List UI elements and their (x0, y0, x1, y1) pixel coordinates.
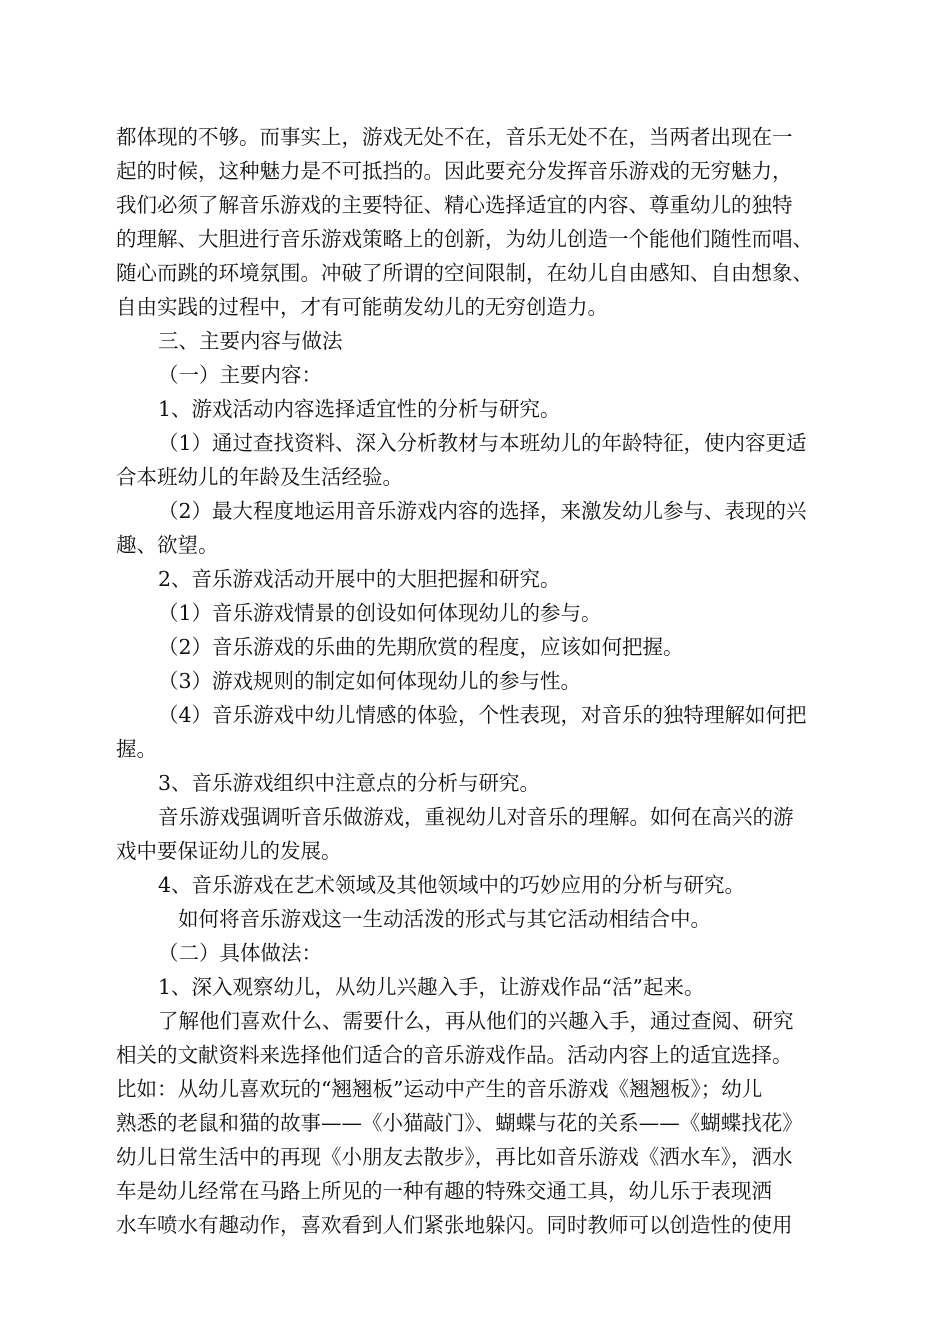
text-line: 2、音乐游戏活动开展中的大胆把握和研究。 (158, 567, 561, 591)
text-line: 趣、欲望。 (116, 533, 219, 557)
text-line: 相关的文献资料来选择他们适合的音乐游戏作品。活动内容上的适宜选择。 (116, 1043, 793, 1067)
text-line: 音乐游戏强调听音乐做游戏，重视幼儿对音乐的理解。如何在高兴的游 (158, 805, 794, 829)
text-line: 水车喷水有趣动作，喜欢看到人们紧张地躲闪。同时教师可以创造性的使用 (116, 1213, 793, 1237)
text-line: （1）通过查找资料、深入分析教材与本班幼儿的年龄特征，使内容更适 (158, 431, 807, 455)
text-line: 车是幼儿经常在马路上所见的一种有趣的特殊交通工具，幼儿乐于表现洒 (116, 1179, 772, 1203)
text-line: 合本班幼儿的年龄及生活经验。 (116, 465, 403, 489)
text-line: （4）音乐游戏中幼儿情感的体验，个性表现，对音乐的独特理解如何把 (158, 703, 807, 727)
text-line: 都体现的不够。而事实上，游戏无处不在，音乐无处不在，当两者出现在一 (116, 125, 793, 149)
text-line: 比如：从幼儿喜欢玩的“翘翘板”运动中产生的音乐游戏《翘翘板》；幼儿 (116, 1077, 763, 1101)
text-line: 幼儿日常生活中的再现《小朋友去散步》，再比如音乐游戏《洒水车》，洒水 (116, 1145, 793, 1169)
text-line: （1）音乐游戏情景的创设如何体现幼儿的参与。 (158, 601, 602, 625)
text-line: 3、音乐游戏组织中注意点的分析与研究。 (158, 771, 541, 795)
subsection-heading: （二）具体做法： (158, 941, 322, 965)
subsection-heading: （一）主要内容： (158, 363, 322, 387)
text-line: 随心而跳的环境氛围。冲破了所谓的空间限制，在幼儿自由感知、自由想象、 (116, 261, 813, 285)
text-line: 4、音乐游戏在艺术领域及其他领域中的巧妙应用的分析与研究。 (158, 873, 746, 897)
text-line: （3）游戏规则的制定如何体现幼儿的参与性。 (158, 669, 582, 693)
text-line: 的理解、大胆进行音乐游戏策略上的创新，为幼儿创造一个能他们随性而唱、 (116, 227, 813, 251)
text-line: 熟悉的老鼠和猫的故事——《小猫敲门》、蝴蝶与花的关系——《蝴蝶找花》 (116, 1111, 803, 1135)
text-line: 握。 (116, 737, 157, 761)
text-line: （2）音乐游戏的乐曲的先期欣赏的程度，应该如何把握。 (158, 635, 684, 659)
text-line: （2）最大程度地运用音乐游戏内容的选择，来激发幼儿参与、表现的兴 (158, 499, 807, 523)
text-line: 起的时候，这种魅力是不可抵挡的。因此要充分发挥音乐游戏的无穷魅力， (116, 159, 793, 183)
text-line: 1、深入观察幼儿，从幼儿兴趣入手，让游戏作品“活”起来。 (158, 975, 705, 999)
text-line: 自由实践的过程中，才有可能萌发幼儿的无穷创造力。 (116, 295, 608, 319)
text-line: 戏中要保证幼儿的发展。 (116, 839, 342, 863)
section-heading: 三、主要内容与做法 (158, 329, 343, 353)
text-line: 1、游戏活动内容选择适宜性的分析与研究。 (158, 397, 561, 421)
text-line: 了解他们喜欢什么、需要什么，再从他们的兴趣入手，通过查阅、研究 (158, 1009, 794, 1033)
text-line: 如何将音乐游戏这一生动活泼的形式与其它活动相结合中。 (178, 907, 711, 931)
text-line: 我们必须了解音乐游戏的主要特征、精心选择适宜的内容、尊重幼儿的独特 (116, 193, 793, 217)
